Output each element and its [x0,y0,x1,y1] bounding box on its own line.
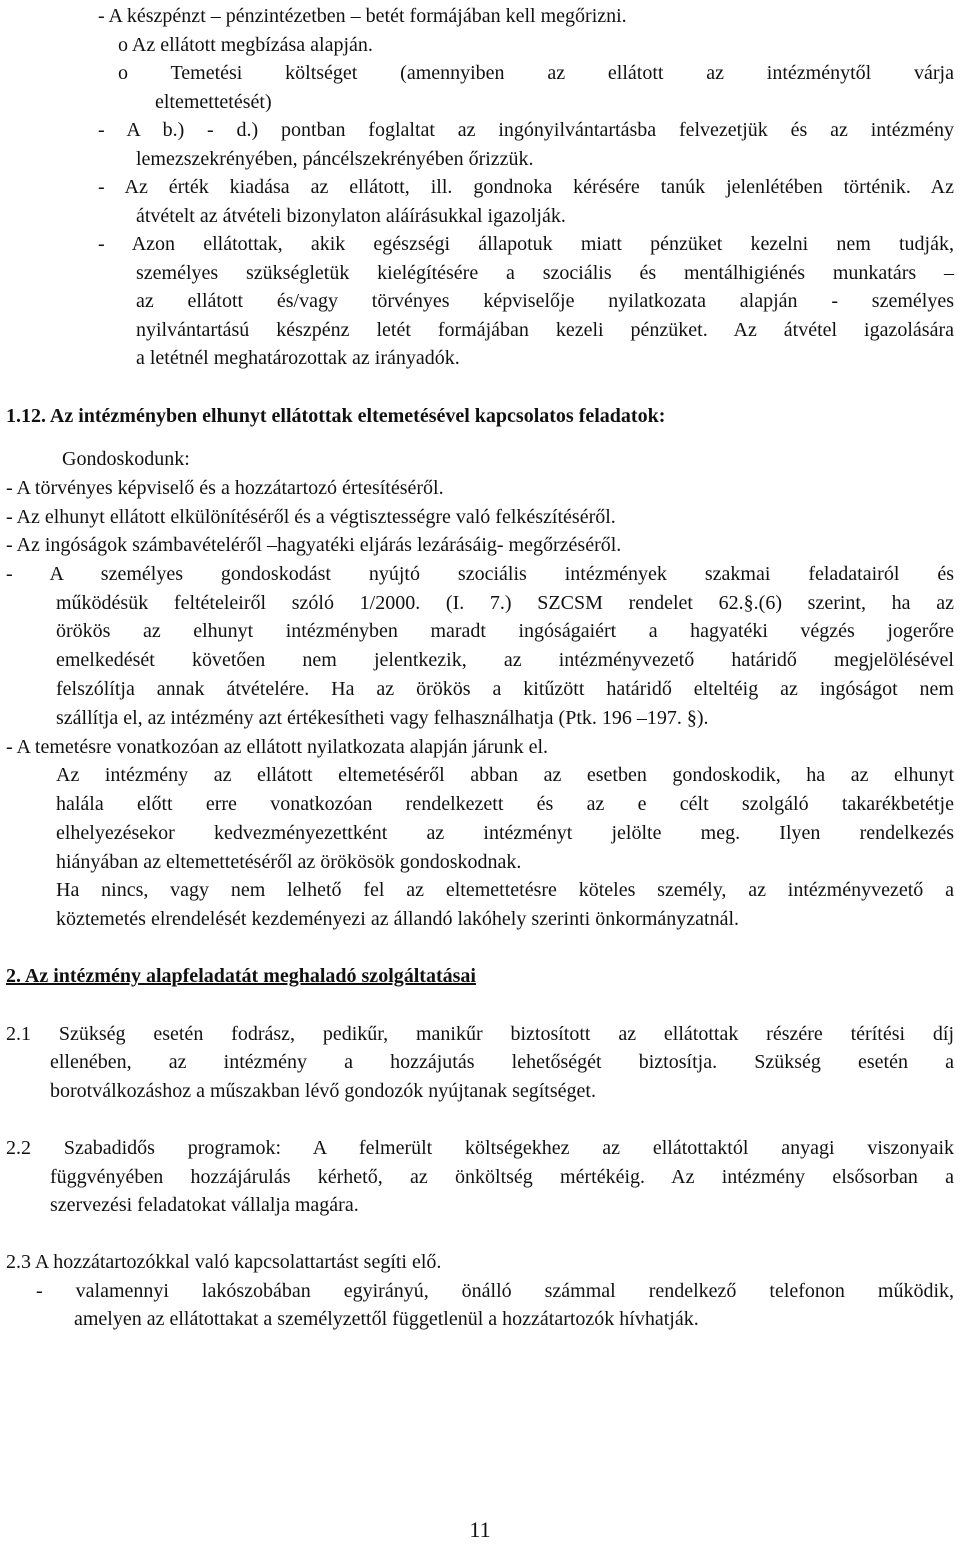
list-item: lemezszekrényében, páncélszekrényében őrizzük. [136,148,534,170]
paragraph: halála előtt erre vonatkozóan rendelkezett és az e célt szolgáló takarékbetétje [56,793,954,815]
section-heading: 1.12. Az intézményben elhunyt ellátottak eltemetésével kapcsolatos feladatok: [6,405,666,427]
list-item: felszólítja annak átvételére. Ha az örökös a kitűzött határidő elteltéig az ingóságot nem [56,678,954,700]
intro-text: Gondoskodunk: [62,448,190,470]
paragraph: hiányában az eltemettetéséről az örökösök gondoskodnak. [56,851,522,873]
paragraph: elhelyezésekor kedvezményezettként az intézményt jelölte meg. Ilyen rendelkezés [56,822,954,844]
paragraph: Ha nincs, vagy nem lelhető fel az eltemettetésre köteles személy, az intézményvezető a [56,879,954,901]
list-item: - A személyes gondoskodást nyújtó szociális intézmények szakmai feladatairól és [6,563,954,585]
paragraph: Az intézmény az ellátott eltemetéséről abban az esetben gondoskodik, ha az elhunyt [56,764,954,786]
list-item: - valamennyi lakószobában egyirányú, önálló számmal rendelkező telefonon működik, [36,1280,954,1302]
list-item: örökös az elhunyt intézményben maradt ingóságaiért a hagyatéki végzés jogerőre [56,620,954,642]
page-number: 11 [469,1517,491,1542]
list-item: személyes szükségletük kielégítésére a szociális és mentálhigiénés munkatárs – [136,262,954,284]
paragraph: ellenében, az intézmény a hozzájutás lehetőségét biztosítja. Szükség esetén a [50,1051,954,1073]
list-item: a letétnél meghatározottak az irányadók. [136,347,460,369]
list-item: - A temetésre vonatkozóan az ellátott nyilatkozata alapján járunk el. [6,736,549,758]
list-item: - Azon ellátottak, akik egészségi állapotuk miatt pénzüket kezelni nem tudják, [98,233,954,255]
paragraph: köztemetés elrendelését kezdeményezi az állandó lakóhely szerinti önkormányzatnál. [56,908,740,930]
list-item: - A b.) - d.) pontban foglaltat az ingónyilvántartásba felvezetjük és az intézmény [98,119,954,141]
list-item: emelkedését követően nem jelentkezik, az intézményvezető határidő megjelölésével [56,649,954,671]
list-item: nyilvántartású készpénz letét formájában kezeli pénzüket. Az átvétel igazolására [136,319,954,341]
list-item: o Az ellátott megbízása alapján. [118,34,373,56]
list-item: amelyen az ellátottakat a személyzettől függetlenül a hozzátartozók hívhatják. [74,1308,699,1330]
list-item: az ellátott és/vagy törvényes képviselője nyilatkozata alapján - személyes [136,290,954,312]
list-item: átvételt az átvételi bizonylaton aláírásukkal igazolják. [136,205,566,227]
list-item: - Az ingóságok számbavételéről –hagyatéki eljárás lezárásáig- megőrzéséről. [6,534,622,556]
paragraph: borotválkozáshoz a műszakban lévő gondozók nyújtanak segítséget. [50,1080,596,1102]
list-item: o Temetési költséget (amennyiben az ellátott az intézménytől várja [118,62,954,84]
paragraph: szervezési feladatokat vállalja magára. [50,1194,359,1216]
list-item: - A törvényes képviselő és a hozzátartozó értesítéséről. [6,477,444,499]
list-item: eltemettetését) [155,91,272,113]
list-item: - A készpénzt – pénzintézetben – betét formájában kell megőrizni. [98,5,627,27]
list-item: szállítja el, az intézmény azt értékesítheti vagy felhasználhatja (Ptk. 196 –197. §). [56,707,709,729]
list-item: - Az érték kiadása az ellátott, ill. gondnoka kérésére tanúk jelenlétében történik. Az [98,176,954,198]
paragraph: 2.2 Szabadidős programok: A felmerült költségekhez az ellátottaktól anyagi viszonyaik [6,1137,954,1159]
list-item: - Az elhunyt ellátott elkülönítéséről és a végtisztességre való felkészítéséről. [6,506,616,528]
section-heading: 2. Az intézmény alapfeladatát meghaladó szolgáltatásai [6,965,476,987]
paragraph: függvényében hozzájárulás kérhető, az önköltség mértékéig. Az intézmény elsősorban a [50,1166,954,1188]
list-item: működésük feltételeiről szóló 1/2000. (I. 7.) SZCSM rendelet 62.§.(6) szerint, ha az [56,592,954,614]
paragraph: 2.1 Szükség esetén fodrász, pedikűr, manikűr biztosított az ellátottak részére térítési díj [6,1023,954,1045]
paragraph: 2.3 A hozzátartozókkal való kapcsolattartást segíti elő. [6,1251,442,1273]
